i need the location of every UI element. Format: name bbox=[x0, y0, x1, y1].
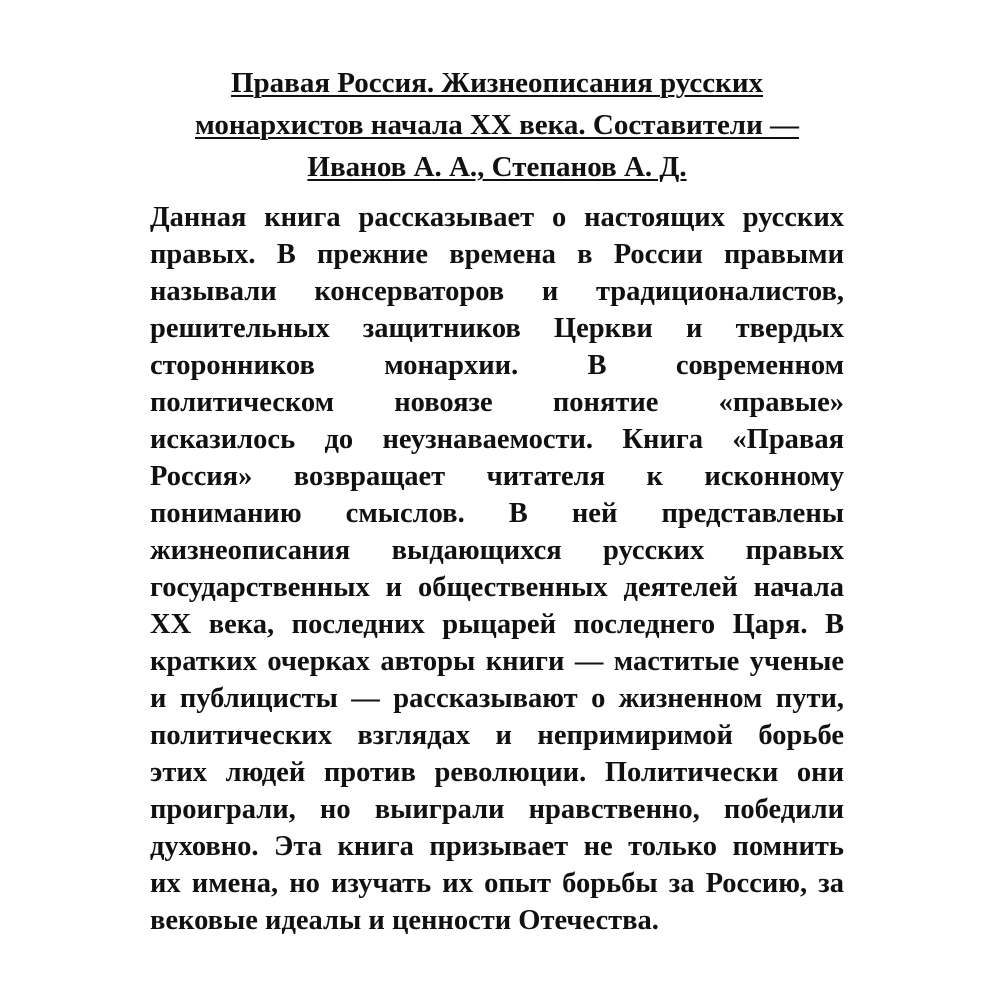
text-line: их имена, но изучать их опыт борьбы за Россию, за bbox=[150, 868, 844, 899]
text-line: решительных защитников Церкви и твердых bbox=[150, 313, 844, 344]
text-line: правых. В прежние времена в России правыми bbox=[150, 239, 844, 270]
text-line: вековые идеалы и ценности Отечества. bbox=[150, 905, 659, 936]
text-line: Россия» возвращает читателя к исконному bbox=[150, 461, 844, 492]
text-line: жизнеописания выдающихся русских правых bbox=[150, 535, 844, 566]
title-line: Иванов А. А., Степанов А. Д. bbox=[307, 151, 687, 183]
text-line: и публицисты — рассказывают о жизненном пути, bbox=[150, 683, 844, 714]
text-line: называли консерваторов и традиционалистов, bbox=[150, 276, 844, 307]
text-line: Данная книга рассказывает о настоящих русских bbox=[150, 202, 844, 233]
text-line: пониманию смыслов. В ней представлены bbox=[150, 498, 844, 529]
text-line: исказилось до неузнаваемости. Книга «Правая bbox=[150, 424, 844, 455]
title-line: Правая Россия. Жизнеописания русских bbox=[230, 67, 764, 99]
text-line: сторонников монархии. В современном bbox=[150, 350, 844, 381]
text-line: XX века, последних рыцарей последнего Царя. В bbox=[150, 609, 844, 640]
text-line: государственных и общественных деятелей начала bbox=[150, 572, 844, 603]
description-paragraph bbox=[150, 199, 844, 939]
text-line: проиграли, но выиграли нравственно, победили bbox=[150, 794, 844, 825]
document-title bbox=[150, 62, 844, 188]
document-page bbox=[150, 62, 844, 939]
text-line: этих людей против революции. Политически они bbox=[150, 757, 844, 788]
text-line: духовно. Эта книга призывает не только помнить bbox=[150, 831, 844, 862]
text-line: кратких очерках авторы книги — маститые ученые bbox=[150, 646, 844, 677]
text-line: политическом новоязе понятие «правые» bbox=[150, 387, 844, 418]
title-line: монархистов начала XX века. Составители — bbox=[194, 109, 800, 141]
text-line: политических взглядах и непримиримой борьбе bbox=[150, 720, 844, 751]
